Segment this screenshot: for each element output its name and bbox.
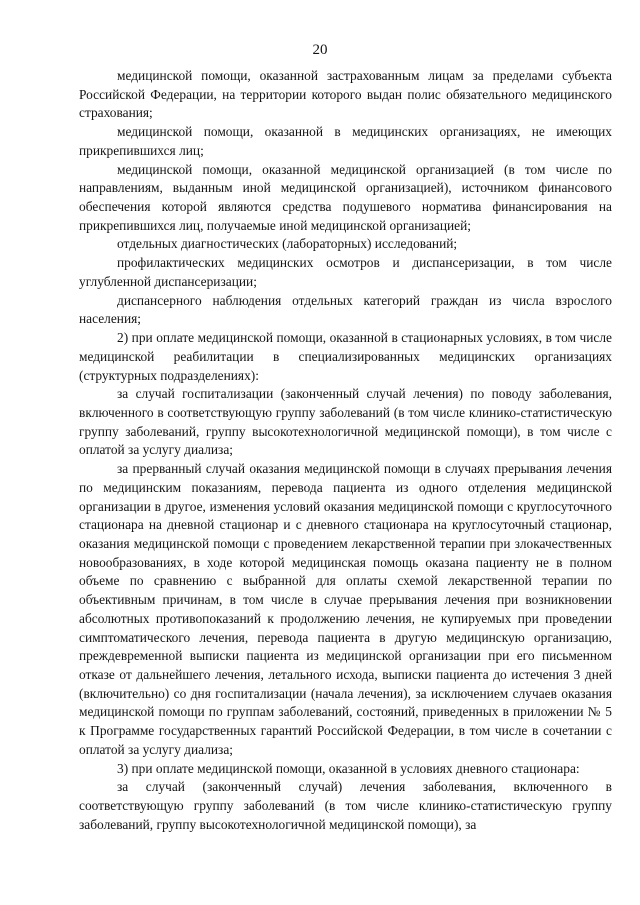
paragraph: медицинской помощи, оказанной в медицинских организациях, не имеющих прикрепившихся лиц;: [79, 124, 612, 158]
page-number: 20: [312, 42, 328, 58]
paragraph: за прерванный случай оказания медицинской помощи в случаях прерывания лечения по медицинским показаниям, перевода пациента из одного отделения медицинской организации в другое, изменения условий оказания медицинской помощи с круглосуточного стационара на дневной стационар и с дневного стационара на круглосуточный стационар, оказания медицинской помощи с проведением лекарственной терапии при злокачественных новообразованиях, в ходе которой медицинская помощь оказана пациенту не в полном объеме по сравнению с выбранной для оплаты схемой лекарственной терапии по объективным причинам, в том числе в случае прерывания лечения при возникновении абсолютных противопоказаний к продолжению лечения, не купируемых при проведении симптоматического лечения, перевода пациента в другую медицинскую организацию, преждевременной выписки пациента из медицинской организации при его письменном отказе от дальнейшего лечения, летального исхода, выписки пациента до истечения 3 дней (включительно) со дня госпитализации (начала лечения), за исключением случаев оказания медицинской помощи по группам заболеваний, состояний, приведенных в приложении № 5 к Программе государственных гарантий Российской Федерации, в том числе в сочетании с оплатой за услугу диализа;: [79, 461, 612, 757]
paragraph: 3) при оплате медицинской помощи, оказанной в условиях дневного стационара:: [117, 760, 580, 776]
paragraph: за случай (законченный случай) лечения заболевания, включенного в соответствующую группу заболеваний (в том числе клинико-статистическую группу заболеваний, группу высокотехнологичной медицинской помощи), за: [79, 779, 612, 832]
document-body: [79, 67, 612, 834]
paragraph: диспансерного наблюдения отдельных категорий граждан из числа взрослого населения;: [79, 292, 612, 327]
paragraph: за случай госпитализации (законченный случай лечения) по поводу заболевания, включенного в соответствующую группу заболеваний (в том числе клинико-статистическую группу заболеваний, группу высокотехнологичной медицинской помощи), в том числе с оплатой за услугу диализа;: [79, 386, 612, 458]
paragraph: медицинской помощи, оказанной застрахованным лицам за пределами субъекта Российской Федерации, на территории которого выдан полис обязательного медицинского страхования;: [79, 68, 612, 121]
paragraph: 2) при оплате медицинской помощи, оказанной в стационарных условиях, в том числе медицинской реабилитации в специализированных медицинских организациях (структурных подразделениях):: [79, 330, 612, 383]
paragraph: профилактических медицинских осмотров и диспансеризации, в том числе углубленной диспансеризации;: [79, 255, 612, 289]
paragraph: медицинской помощи, оказанной медицинской организацией (в том числе по направлениям, выданным иной медицинской организацией), источником финансового обеспечения которой являются средства подушевого норматива финансирования на прикрепившихся лиц, получаемые иной медицинской организацией;: [79, 161, 612, 233]
paragraph: отдельных диагностических (лабораторных) исследований;: [117, 236, 458, 252]
